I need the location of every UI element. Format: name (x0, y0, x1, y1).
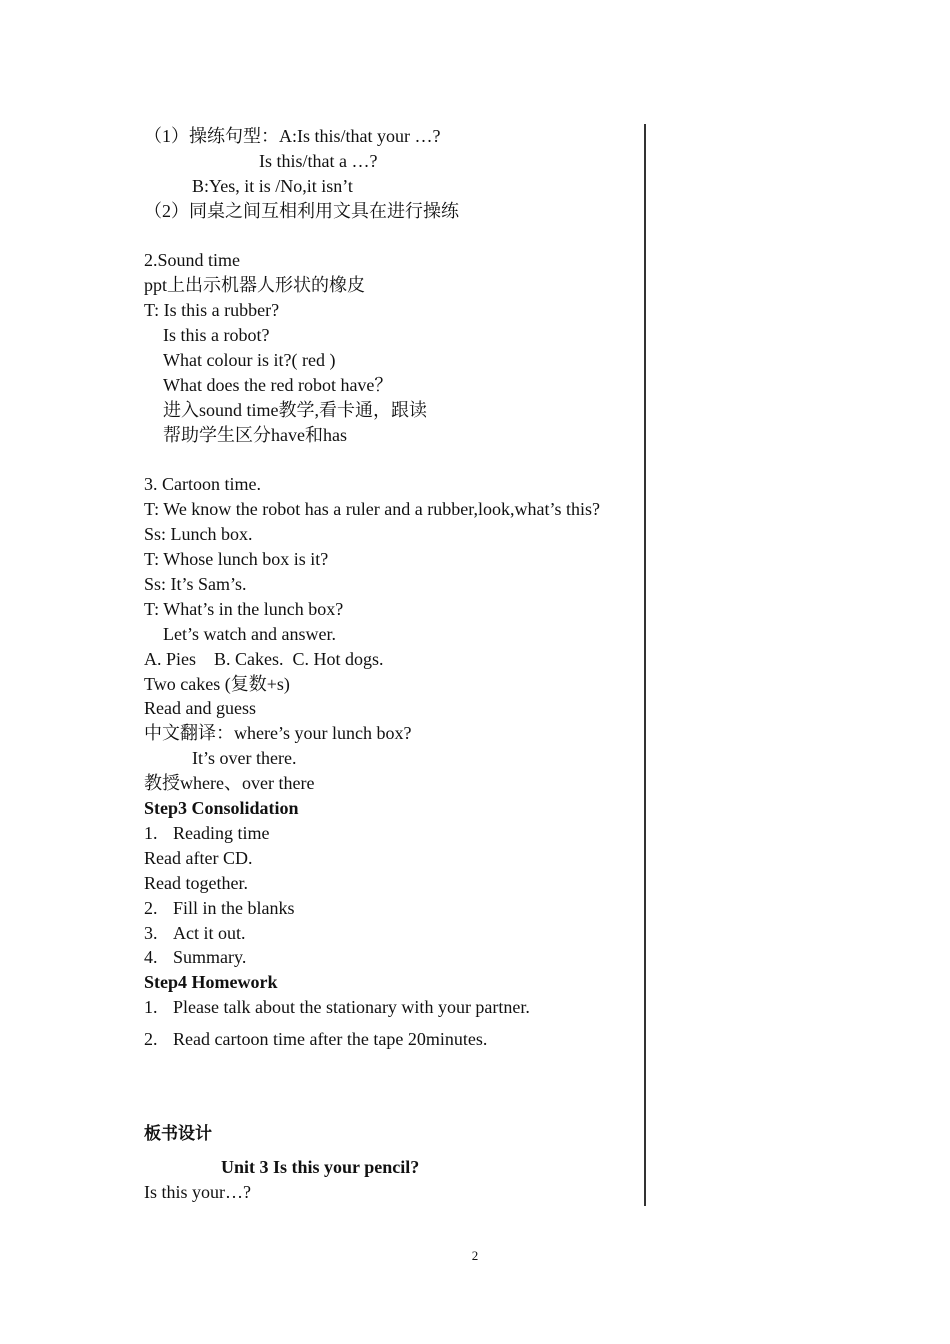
practice-line-3: B:Yes, it is /No,it isn’t (192, 175, 353, 196)
step3-item: Read together. (144, 872, 248, 893)
step3-heading: Step3 Consolidation (144, 798, 299, 819)
step3-item: 3. Act it out. (144, 922, 246, 943)
cartoon-line-12: 教授where、over there (144, 773, 315, 794)
cartoon-line-10: 中文翻译：where’s your lunch box? (144, 723, 412, 744)
page-number: 2 (471, 1248, 479, 1263)
spacer (144, 224, 640, 249)
step4-heading: Step4 Homework (144, 972, 278, 993)
cartoon-line-7: A. Pies B. Cakes. C. Hot dogs. (144, 648, 384, 669)
cartoon-line-2: Ss: Lunch box. (144, 524, 253, 545)
board-title: Unit 3 Is this your pencil? (221, 1156, 420, 1177)
lesson-plan-content (144, 124, 640, 1205)
cartoon-line-8: Two cakes (复数+s) (144, 673, 290, 694)
step3-item: 4. Summary. (144, 947, 247, 968)
step3-item: Read after CD. (144, 847, 253, 868)
spacer (144, 1052, 640, 1122)
sound-line-5: What does the red robot have？ (163, 374, 393, 395)
practice-line-1: （1）操练句型：A:Is this/that your …? (144, 126, 441, 146)
step3-item: 1. Reading time (144, 822, 270, 843)
cartoon-line-4: Ss: It’s Sam’s. (144, 574, 247, 595)
sound-line-2: T: Is this a rubber? (144, 300, 280, 321)
sound-line-6: 进入sound time教学,看卡通，跟读 (163, 399, 427, 420)
sound-line-4: What colour is it?( red ) (163, 350, 336, 371)
cartoon-line-11: It’s over there. (192, 748, 297, 769)
practice-line-2: Is this/that a …? (259, 150, 378, 171)
sound-line-7: 帮助学生区分have和has (163, 424, 347, 445)
sound-line-1: ppt上出示机器人形状的橡皮 (144, 275, 365, 296)
cartoon-line-5: T: What’s in the lunch box? (144, 598, 344, 619)
practice-line-4: （2）同桌之间互相利用文具在进行操练 (144, 200, 459, 221)
cartoon-time-title: 3. Cartoon time. (144, 474, 261, 495)
step3-item: 2. Fill in the blanks (144, 897, 295, 918)
board-line-1: Is this your…? (144, 1181, 251, 1202)
cartoon-line-6: Let’s watch and answer. (163, 623, 336, 644)
table-column-border (644, 124, 646, 1206)
step4-item: 2. Read cartoon time after the tape 20minutes. (144, 1029, 488, 1050)
spacer (144, 448, 640, 473)
board-design-heading: 板书设计 (144, 1123, 212, 1144)
cartoon-line-9: Read and guess (144, 698, 256, 719)
step4-item: 1. Please talk about the stationary with your partner. (144, 997, 530, 1018)
cartoon-line-1: T: We know the robot has a ruler and a rubber,look,what’s this? (144, 499, 600, 520)
sound-time-title: 2.Sound time (144, 250, 241, 271)
sound-line-3: Is this a robot? (163, 325, 270, 346)
cartoon-line-3: T: Whose lunch box is it? (144, 549, 329, 570)
